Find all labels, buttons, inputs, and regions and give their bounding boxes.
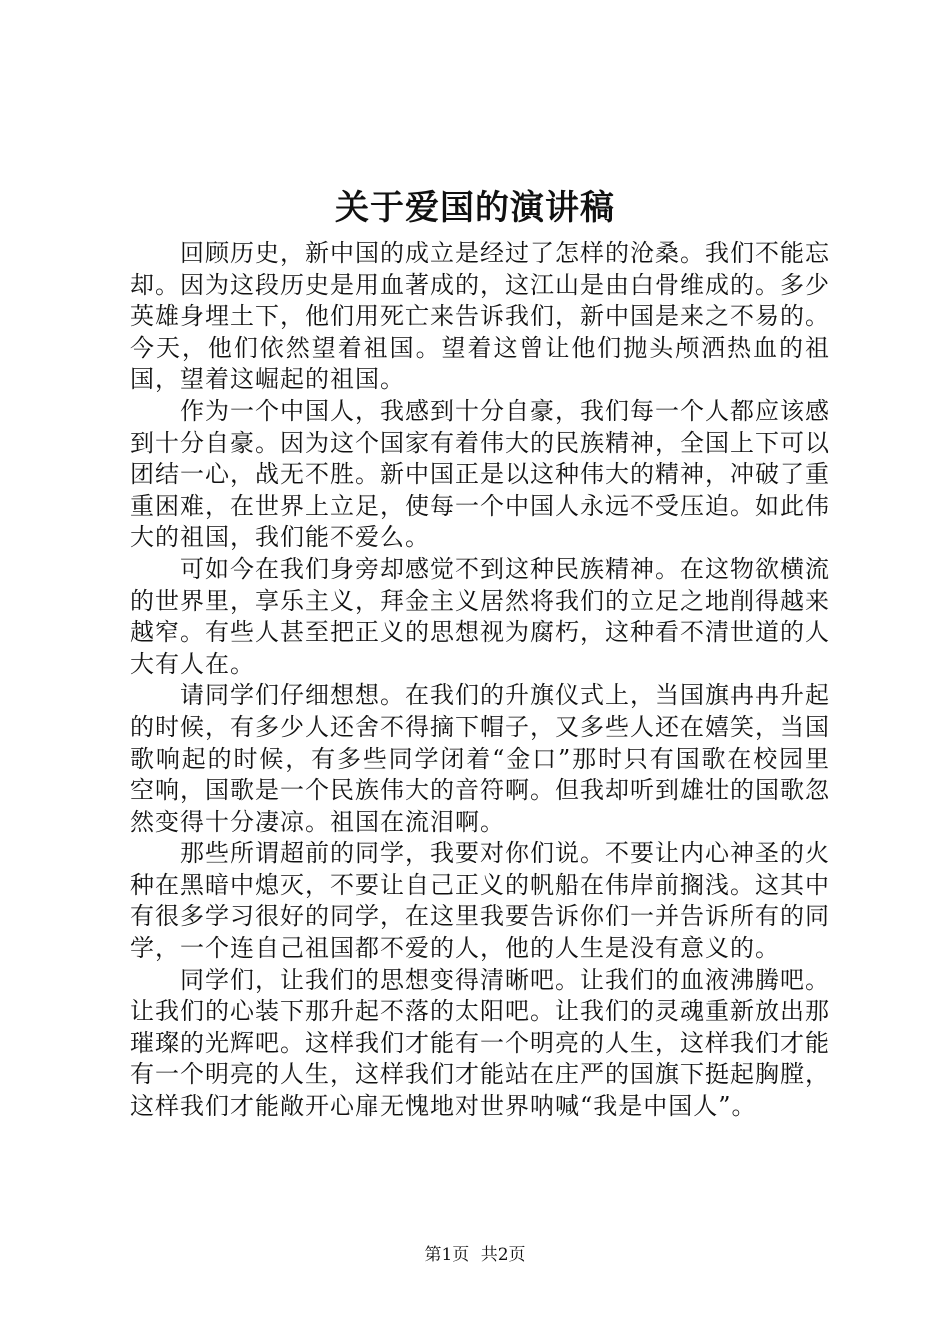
page-footer — [0, 1243, 950, 1267]
page-number: 第1页 — [424, 1245, 470, 1265]
paragraph: 作为一个中国人，我感到十分自豪，我们每一个人都应该感到十分自豪。因为这个国家有着伟大的民族精神，全国上下可以团结一心，战无不胜。新中国正是以这种伟大的精神，冲破了重重困难，在世界上立足，使每一个中国人永远不受压迫。如此伟大的祖国，我们能不爱么。 — [130, 396, 830, 552]
paragraph: 同学们，让我们的思想变得清晰吧。让我们的血液沸腾吧。让我们的心装下那升起不落的太阳吧。让我们的灵魂重新放出那璀璨的光辉吧。这样我们才能有一个明亮的人生，这样我们才能有一个明亮的人生，这样我们才能站在庄严的国旗下挺起胸膛，这样我们才能敞开心扉无愧地对世界呐喊“我是中国人”。 — [130, 965, 830, 1121]
paragraph: 那些所谓超前的同学，我要对你们说。不要让内心神圣的火种在黑暗中熄灭，不要让自己正义的帆船在伟岸前搁浅。这其中有很多学习很好的同学，在这里我要告诉你们一并告诉所有的同学，一个连自己祖国都不爱的人，他的人生是没有意义的。 — [130, 839, 830, 963]
paragraph: 回顾历史，新中国的成立是经过了怎样的沧桑。我们不能忘却。因为这段历史是用血著成的，这江山是由白骨维成的。多少英雄身埋土下，他们用死亡来告诉我们，新中国是来之不易的。今天，他们依然望着祖国。望着这曾让他们抛头颅洒热血的祖国，望着这崛起的祖国。 — [130, 239, 830, 394]
page-total: 共2页 — [480, 1245, 526, 1265]
document-title: 关于爱国的演讲稿 — [335, 188, 615, 228]
paragraph: 可如今在我们身旁却感觉不到这种民族精神。在这物欲横流的世界里，享乐主义，拜金主义居然将我们的立足之地削得越来越窄。有些人甚至把正义的思想视为腐朽，这种看不清世道的人大有人在。 — [130, 554, 830, 678]
paragraph: 请同学们仔细想想。在我们的升旗仪式上，当国旗冉冉升起的时候，有多少人还舍不得摘下帽子，又多些人还在嬉笑，当国歌响起的时候，有多些同学闭着“金口”那时只有国歌在校园里空响，国歌是一个民族伟大的音符啊。但我却听到雄壮的国歌忽然变得十分凄凉。祖国在流泪啊。 — [130, 681, 830, 836]
document-body — [130, 238, 830, 1123]
